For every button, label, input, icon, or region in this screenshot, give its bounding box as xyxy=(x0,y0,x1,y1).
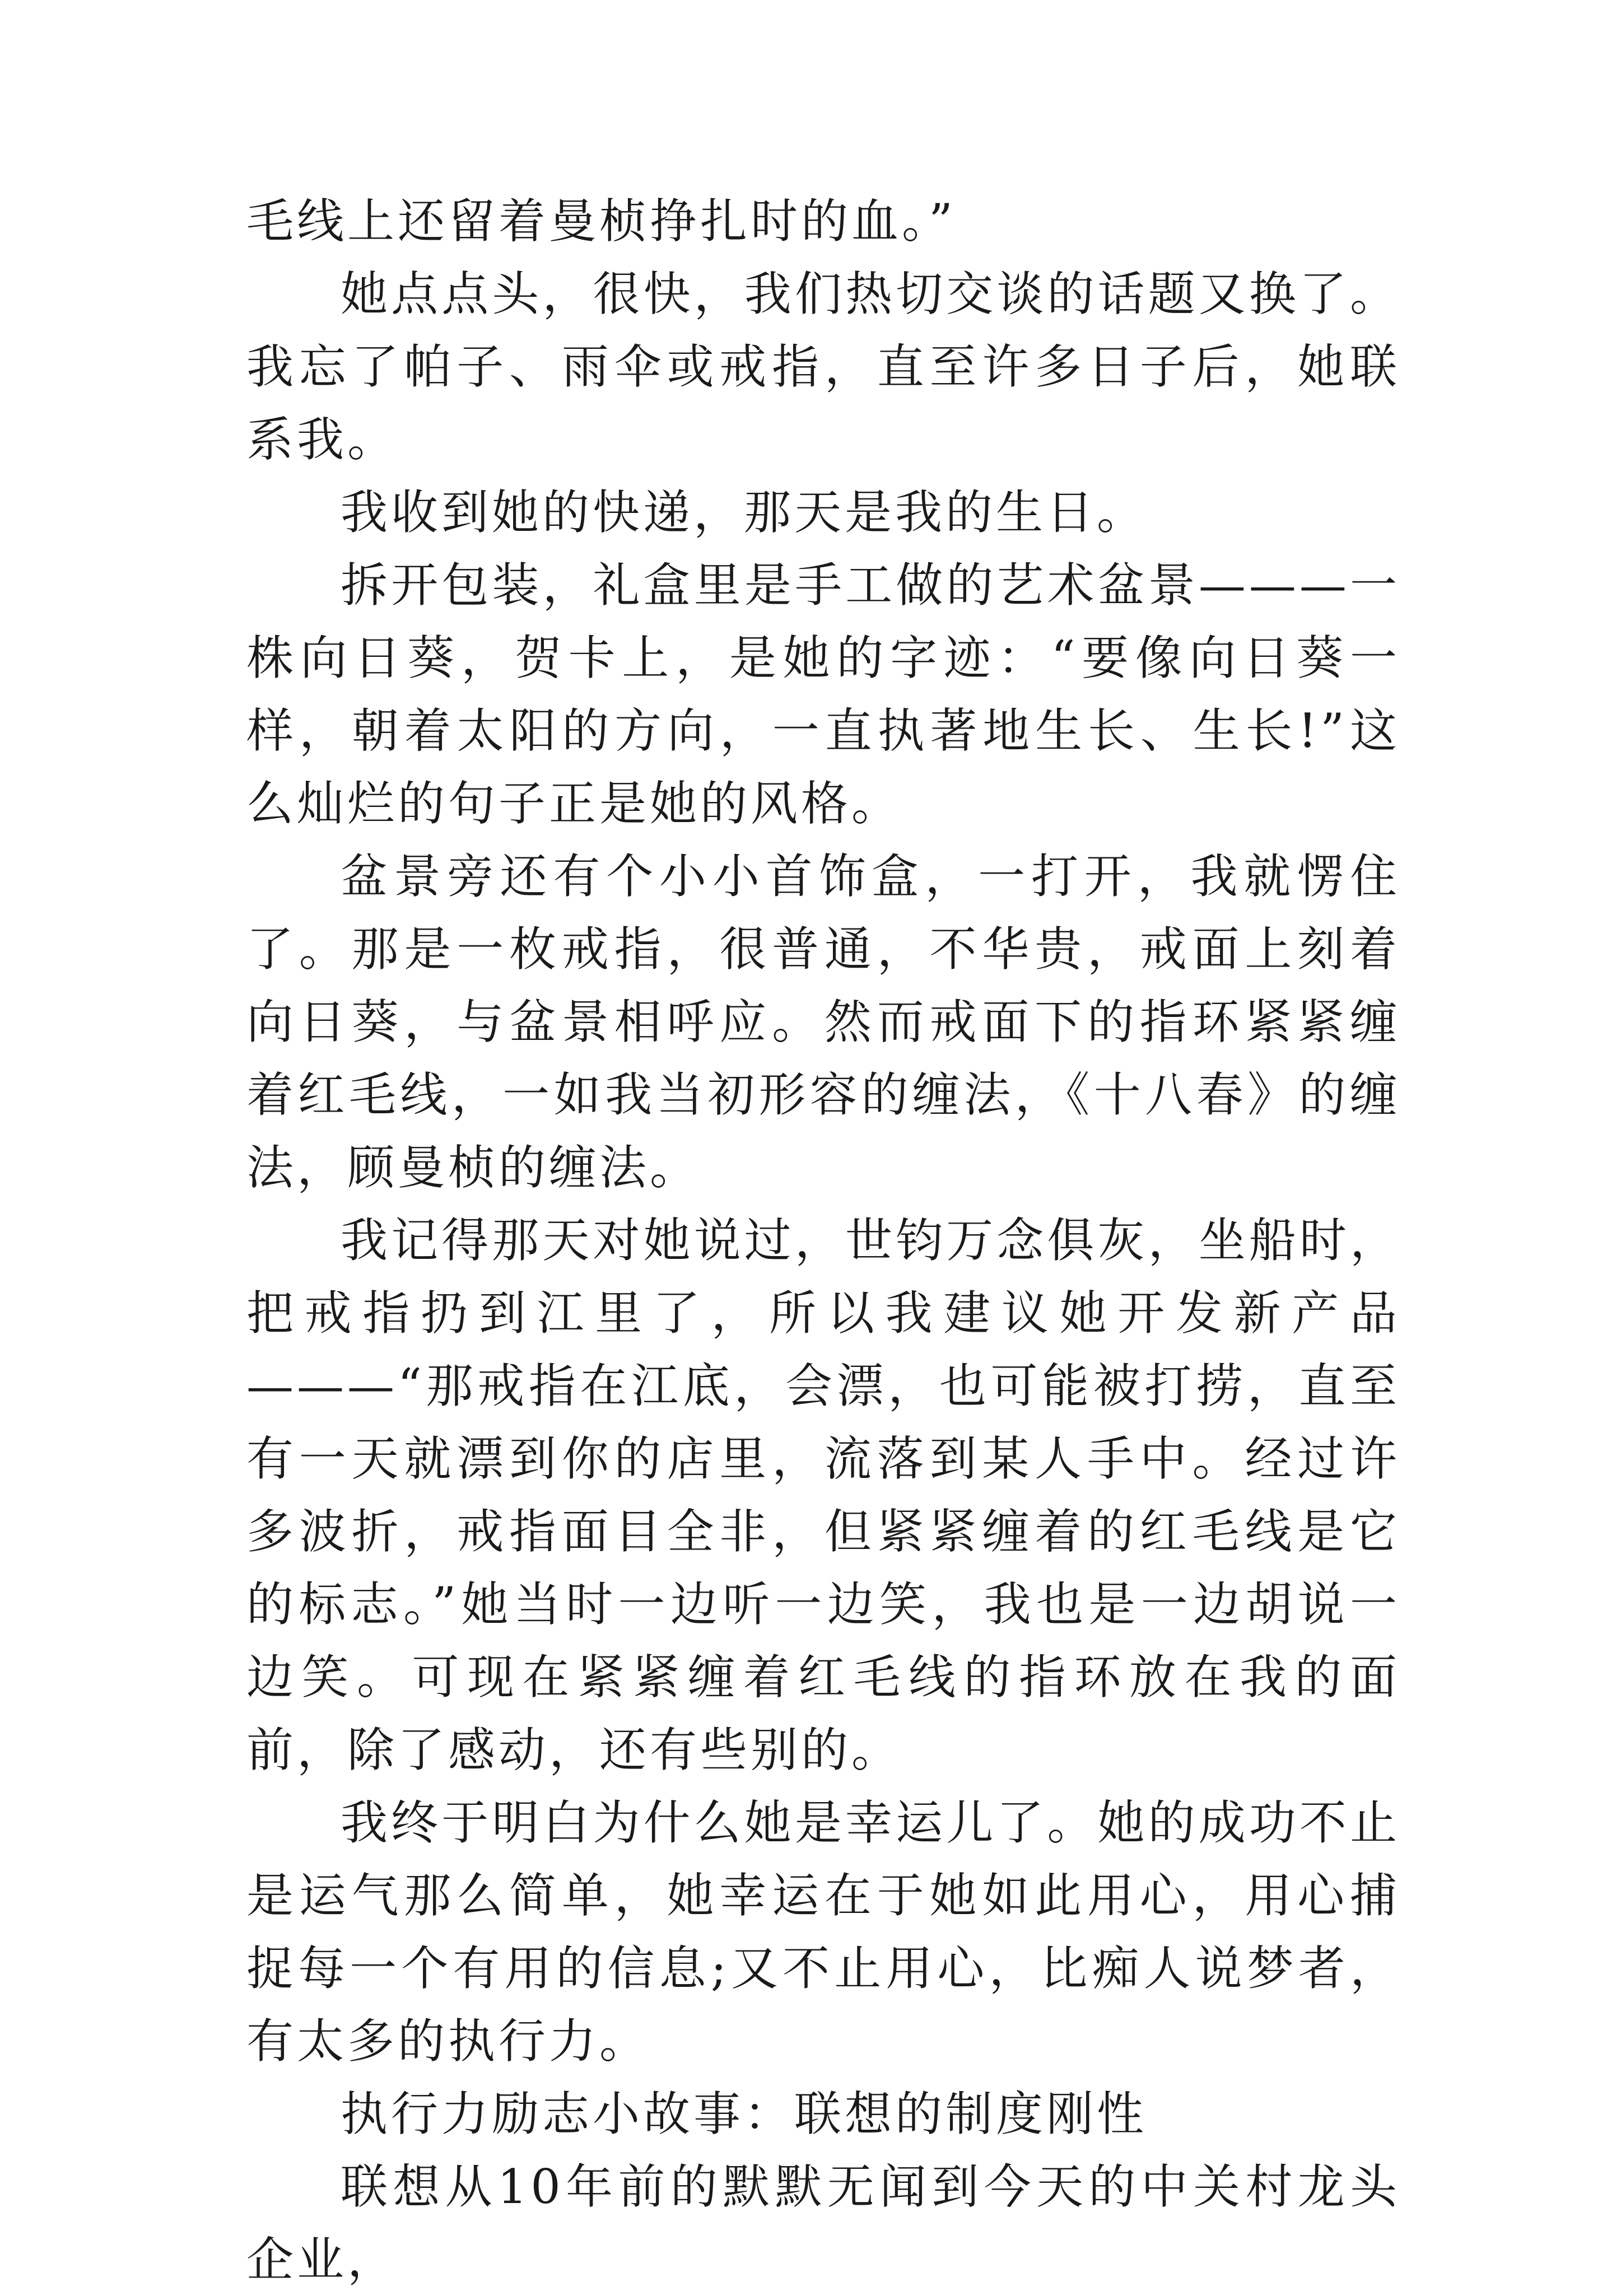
paragraph-7: 我终于明白为什么她是幸运儿了。她的成功不止是运气那么简单，她幸运在于她如此用心，用心捕捉每一个有用的信息;又不止用心，比痴人说梦者，有太多的执行力。 xyxy=(246,1795,1400,2069)
paragraph-5: 盆景旁还有个小小首饰盒，一打开，我就愣住了。那是一枚戒指，很普通，不华贵，戒面上刻着向日葵，与盆景相呼应。然而戒面下的指环紧紧缠着红毛线，一如我当初形容的缠法，《十八春》的缠法，顾曼桢的缠法。 xyxy=(246,849,1400,1195)
paragraph-3: 我收到她的快递，那天是我的生日。 xyxy=(341,485,1148,540)
paragraph-8: 联想从10年前的默默无闻到今天的中关村龙头企业， xyxy=(246,2159,1400,2287)
section-heading: 执行力励志小故事：联想的制度刚性 xyxy=(341,2087,1148,2141)
paragraph-2: 她点点头，很快，我们热切交谈的话题又换了。我忘了帕子、雨伞或戒指，直至许多日子后，她联系我。 xyxy=(246,267,1400,467)
paragraph-6: 我记得那天对她说过，世钧万念俱灰，坐船时，把戒指扔到江里了，所以我建议她开发新产品———“那戒指在江底，会漂，也可能被打捞，直至有一天就漂到你的店里，流落到某人手中。经过许多波折，戒指面目全非，但紧紧缠着的红毛线是它的标志。”她当时一边听一边笑，我也是一边胡说一边笑。可现在紧紧缠着红毛线的指环放在我的面前，除了感动，还有些别的。 xyxy=(246,1213,1400,1777)
paragraph-4: 拆开包装，礼盒里是手工做的艺术盆景———一株向日葵，贺卡上，是她的字迹：“要像向日葵一样，朝着太阳的方向，一直执著地生长、生长!”这么灿烂的句子正是她的风格。 xyxy=(246,558,1400,831)
paragraph-1: 毛线上还留着曼桢挣扎时的血。” xyxy=(246,194,956,249)
body-text xyxy=(246,185,1400,2296)
